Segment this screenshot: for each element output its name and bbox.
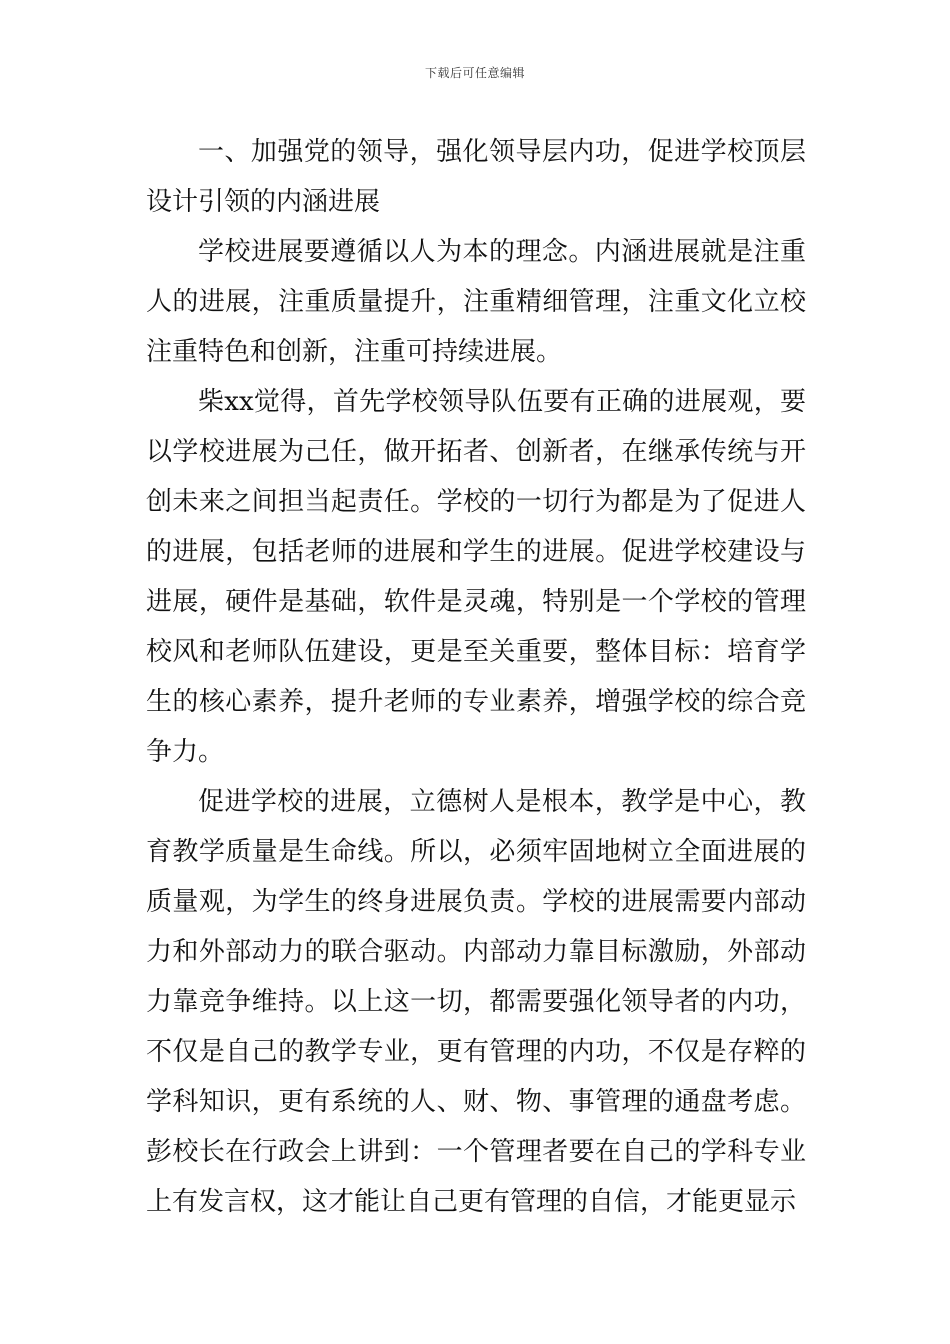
paragraph: 促进学校的进展，立德树人是根本，教学是中心，教育教学质量是生命线。所以，必须牢固地树立全面进展的质量观，为学生的终身进展负责。学校的进展需要内部动力和外部动力的联合驱动。内部动力靠目标激励，外部动力靠竞争维持。以上这一切，都需要强化领导者的内功，不仅是自己的教学专业，更有管理的内功，不仅是存粹的学科知识，更有系统的人、财、物、事管理的通盘考虑。彭校长在行政会上讲到：一个管理者要在自己的学科专业上有发言权，这才能让自己更有管理的自信，才能更显示 xyxy=(146,787,806,1217)
document-body xyxy=(146,127,806,1227)
section-heading: 一、加强党的领导，强化领导层内功，促进学校顶层设计引领的内涵进展 xyxy=(146,137,806,217)
paragraph: 学校进展要遵循以人为本的理念。内涵进展就是注重人的进展，注重质量提升，注重精细管理，注重文化立校注重特色和创新，注重可持续进展。 xyxy=(146,237,806,367)
paragraph: 柴xx觉得，首先学校领导队伍要有正确的进展观，要以学校进展为己任，做开拓者、创新者，在继承传统与开创未来之间担当起责任。学校的一切行为都是为了促进人的进展，包括老师的进展和学生的进展。促进学校建设与进展，硬件是基础，软件是灵魂，特别是一个学校的管理校风和老师队伍建设，更是至关重要，整体目标：培育学生的核心素养，提升老师的专业素养，增强学校的综合竞争力。 xyxy=(146,387,806,767)
page-header-note: 下载后可任意编辑 xyxy=(424,66,525,80)
